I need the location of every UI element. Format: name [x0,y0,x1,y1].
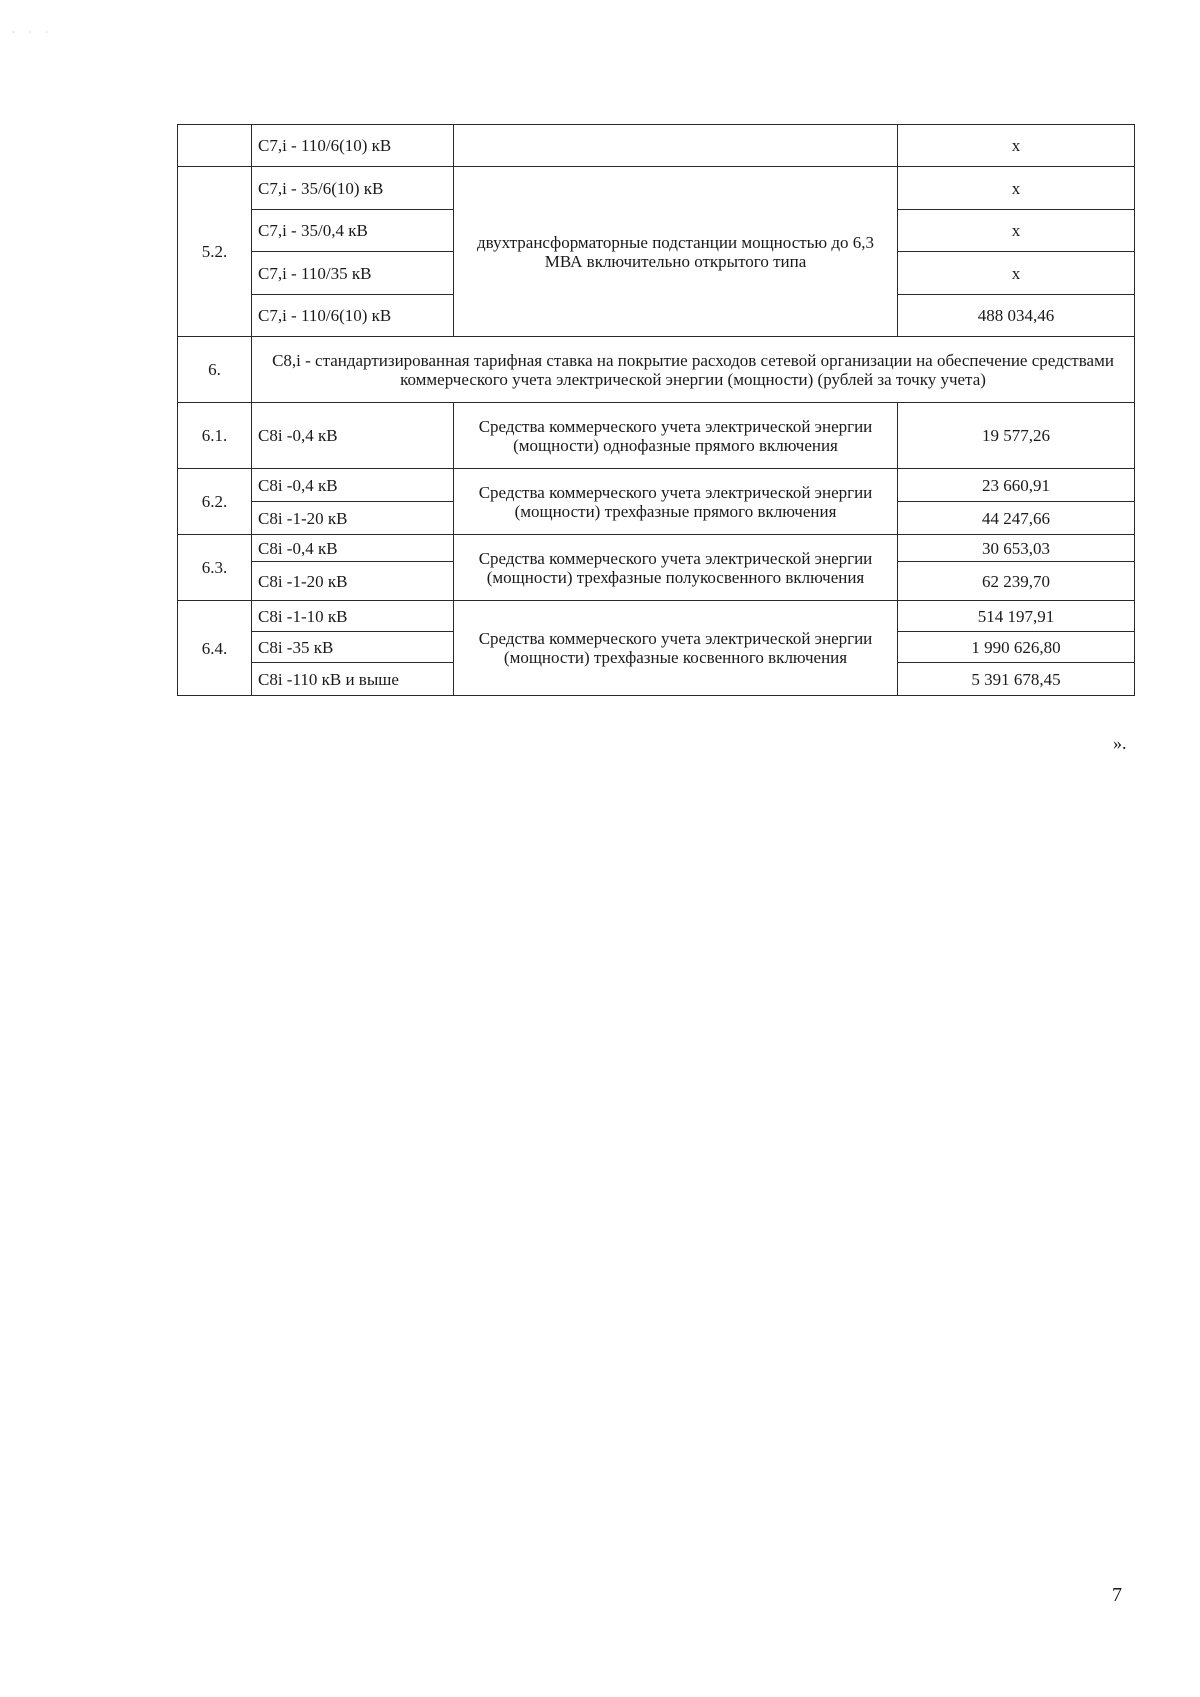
rate-value: х [898,210,1135,252]
description-cell: Средства коммерческого учета электрической энергии (мощности) трехфазные косвенного включения [454,601,898,696]
rate-value: 514 197,91 [898,601,1135,632]
rate-value: 5 391 678,45 [898,663,1135,696]
row-number: 5.2. [178,167,252,337]
rate-code: С7,i - 35/0,4 кВ [252,210,454,252]
rate-value: 19 577,26 [898,403,1135,469]
rate-code: С7,i - 110/6(10) кВ [252,125,454,167]
rate-value: 62 239,70 [898,562,1135,601]
rate-value: х [898,252,1135,295]
rate-value: 488 034,46 [898,295,1135,337]
rate-value: х [898,167,1135,210]
rate-code: С7,i - 110/35 кВ [252,252,454,295]
table-row [178,535,1135,562]
rate-code: С8i -0,4 кВ [252,535,454,562]
description-cell: двухтрансформаторные подстанции мощностью до 6,3 МВА включительно открытого типа [454,167,898,337]
description-cell: Средства коммерческого учета электрической энергии (мощности) трехфазные прямого включения [454,469,898,535]
closing-quote-mark: ». [1113,733,1127,753]
scan-artifact: · · · [12,28,54,37]
row-number: 6.1. [178,403,252,469]
rate-value: 30 653,03 [898,535,1135,562]
row-number: 6.2. [178,469,252,535]
row-number: 6.3. [178,535,252,601]
rate-code: С7,i - 35/6(10) кВ [252,167,454,210]
section-heading: С8,i - стандартизированная тарифная ставка на покрытие расходов сетевой организации на обеспечение средствами коммерческого учета электрической энергии (мощности) (рублей за точку учета) [252,337,1135,403]
row-number: 6.4. [178,601,252,696]
table-row [178,601,1135,632]
rate-code: С8i -0,4 кВ [252,469,454,502]
table-row [178,337,1135,403]
description-cell: Средства коммерческого учета электрической энергии (мощности) однофазные прямого включения [454,403,898,469]
tariff-table [177,124,1135,696]
rate-code: С8i -35 кВ [252,632,454,663]
rate-code: С7,i - 110/6(10) кВ [252,295,454,337]
table-row [178,403,1135,469]
rate-value: х [898,125,1135,167]
description-cell [454,125,898,167]
rate-value: 1 990 626,80 [898,632,1135,663]
rate-value: 23 660,91 [898,469,1135,502]
page-number: 7 [1112,1584,1122,1606]
table-row [178,469,1135,502]
rate-code: С8i -1-20 кВ [252,502,454,535]
row-number: 6. [178,337,252,403]
rate-code: С8i -1-10 кВ [252,601,454,632]
rate-code: С8i -110 кВ и выше [252,663,454,696]
table-row [178,167,1135,210]
description-cell: Средства коммерческого учета электрической энергии (мощности) трехфазные полукосвенного включения [454,535,898,601]
rate-value: 44 247,66 [898,502,1135,535]
rate-code: С8i -0,4 кВ [252,403,454,469]
row-number [178,125,252,167]
table-row [178,125,1135,167]
rate-code: С8i -1-20 кВ [252,562,454,601]
